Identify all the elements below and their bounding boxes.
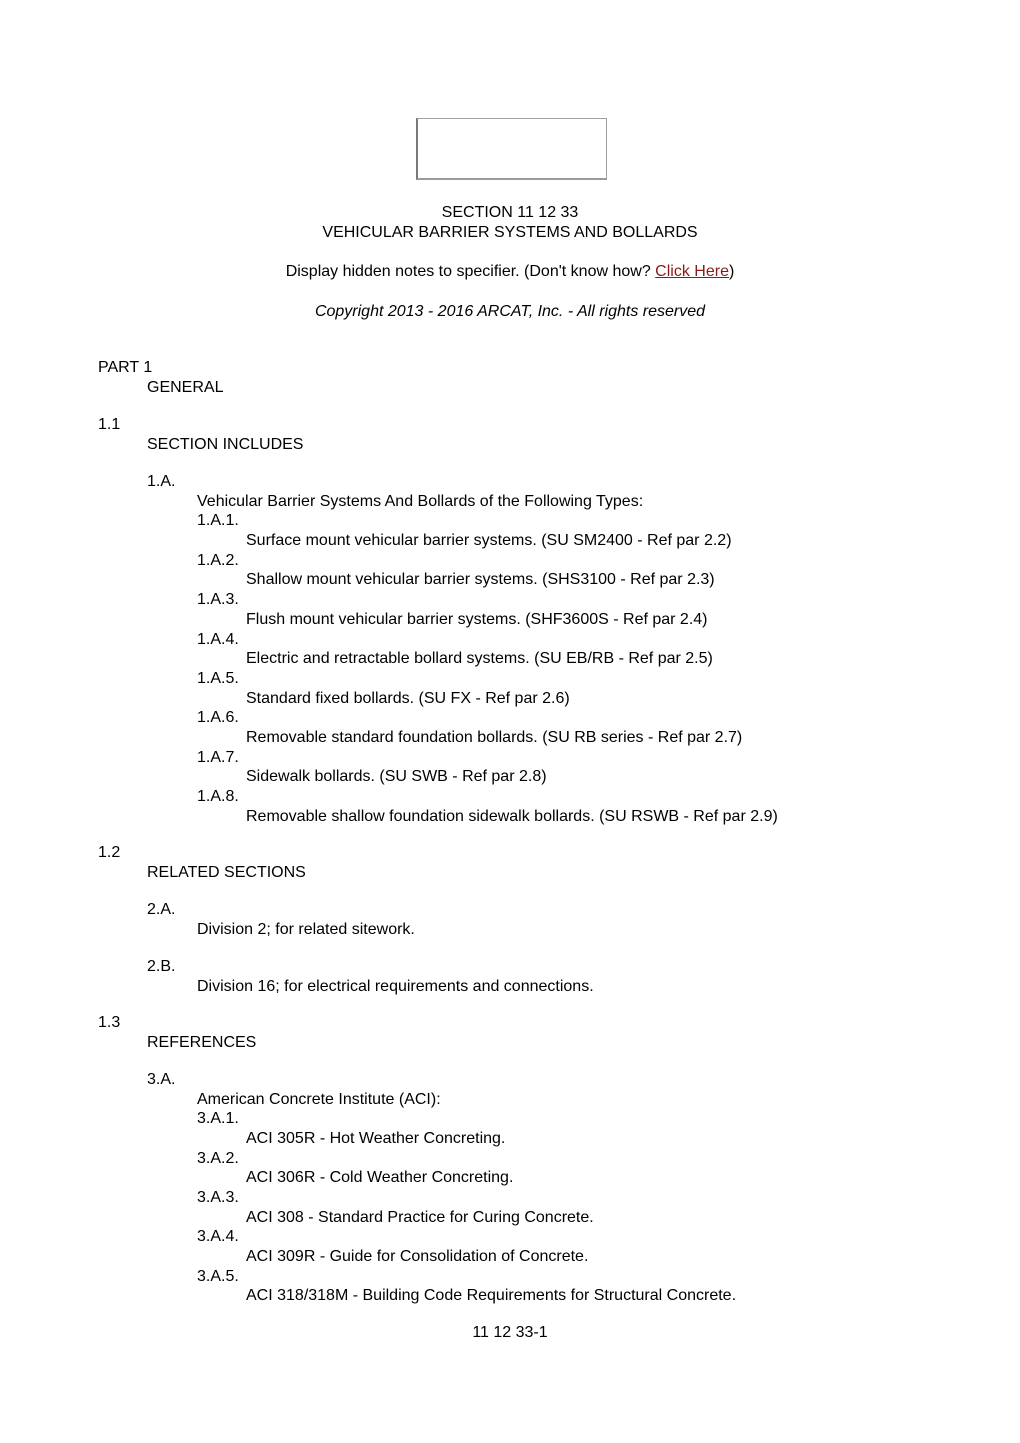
item-label: 1.A.1. (197, 512, 239, 529)
section-number: SECTION 11 12 33 (441, 204, 579, 221)
paragraph-text: Division 2; for related sitework. (197, 921, 415, 938)
article-title: RELATED SECTIONS (147, 864, 306, 881)
notes-prefix: Display hidden notes to specifier. (Don't know how? (285, 263, 656, 280)
paragraph-label: 1.A. (147, 473, 176, 490)
paragraph-text: American Concrete Institute (ACI): (197, 1091, 441, 1108)
part-title: GENERAL (147, 379, 224, 396)
article-number: 1.3 (98, 1014, 121, 1031)
paragraph-label: 3.A. (147, 1071, 176, 1088)
item-text: Standard fixed bollards. (SU FX - Ref par 2.6) (246, 690, 570, 707)
item-text: ACI 308 - Standard Practice for Curing Concrete. (246, 1209, 594, 1226)
item-label: 1.A.7. (197, 749, 239, 766)
item-text: Surface mount vehicular barrier systems. (SU SM2400 - Ref par 2.2) (246, 532, 732, 549)
item-label: 3.A.3. (197, 1189, 239, 1206)
item-label: 1.A.3. (197, 591, 239, 608)
item-label: 1.A.4. (197, 631, 239, 648)
click-here-link[interactable]: Click Here (655, 263, 729, 280)
page-number: 11 12 33-1 (472, 1324, 548, 1341)
logo-placeholder (416, 118, 607, 180)
notes-line (0, 262, 1020, 282)
paragraph-label: 2.A. (147, 901, 176, 918)
item-text: ACI 306R - Cold Weather Concreting. (246, 1169, 514, 1186)
item-text: ACI 305R - Hot Weather Concreting. (246, 1130, 506, 1147)
item-label: 1.A.6. (197, 709, 239, 726)
item-label: 3.A.5. (197, 1268, 239, 1285)
article-number: 1.1 (98, 416, 121, 433)
article-title: SECTION INCLUDES (147, 436, 304, 453)
item-label: 1.A.2. (197, 552, 239, 569)
paragraph-label: 2.B. (147, 958, 176, 975)
item-label: 3.A.2. (197, 1150, 239, 1167)
article-number: 1.2 (98, 844, 121, 861)
section-title: VEHICULAR BARRIER SYSTEMS AND BOLLARDS (322, 224, 698, 241)
notes-suffix: ) (728, 263, 735, 280)
item-label: 3.A.4. (197, 1228, 239, 1245)
item-text: Shallow mount vehicular barrier systems. (SHS3100 - Ref par 2.3) (246, 571, 715, 588)
article-title: REFERENCES (147, 1034, 257, 1051)
item-text: ACI 309R - Guide for Consolidation of Concrete. (246, 1248, 589, 1265)
item-label: 1.A.8. (197, 788, 239, 805)
copyright-notice: Copyright 2013 - 2016 ARCAT, Inc. - All rights reserved (314, 303, 706, 320)
item-label: 1.A.5. (197, 670, 239, 687)
item-text: Removable shallow foundation sidewalk bollards. (SU RSWB - Ref par 2.9) (246, 808, 778, 825)
part-label: PART 1 (98, 359, 153, 376)
item-text: Removable standard foundation bollards. (SU RB series - Ref par 2.7) (246, 729, 743, 746)
item-label: 3.A.1. (197, 1110, 239, 1127)
paragraph-text: Vehicular Barrier Systems And Bollards of the Following Types: (197, 493, 644, 510)
item-text: Flush mount vehicular barrier systems. (SHF3600S - Ref par 2.4) (246, 611, 708, 628)
paragraph-text: Division 16; for electrical requirements and connections. (197, 978, 594, 995)
item-text: Electric and retractable bollard systems. (SU EB/RB - Ref par 2.5) (246, 650, 713, 667)
item-text: ACI 318/318M - Building Code Requirements for Structural Concrete. (246, 1287, 737, 1304)
item-text: Sidewalk bollards. (SU SWB - Ref par 2.8) (246, 768, 547, 785)
